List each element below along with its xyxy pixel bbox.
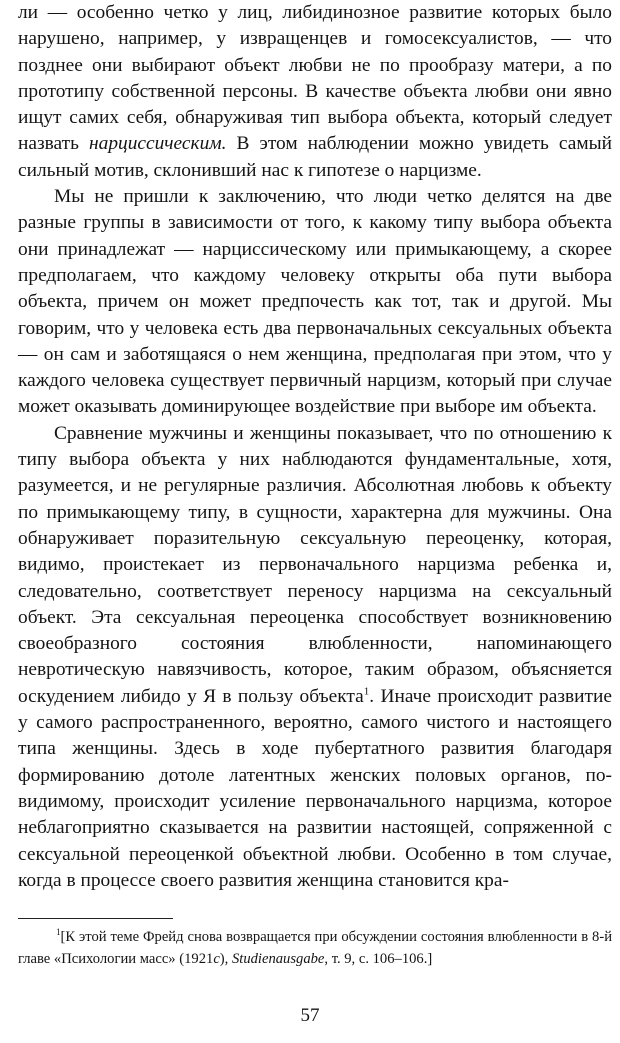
footnote-marker[interactable]: 1	[363, 685, 370, 698]
page-number: 57	[300, 1005, 320, 1026]
footnote-year-suffix: c	[213, 951, 220, 967]
paragraph	[18, 421, 612, 894]
footnote-text: [К этой теме Фрейд снова возвращается при обсуждении состояния влюбленности в 8-й главе «Психологии масс» (1921	[18, 929, 612, 967]
footnote-number: 1	[56, 927, 61, 938]
paragraph-continued	[18, 0, 612, 184]
emphasis-term: нарциссическим.	[89, 133, 227, 155]
paragraph: Мы не пришли к заключению, что люди четко делятся на две разные группы в зависимости от того, к какому типу выбора объекта они принадлежат — нарциссическому или примыкающему, а скорее предполагаем, что каждому человеку открыты оба пути выбора объекта, причем он может предпочесть как тот, так и другой. Мы говорим, что у человека есть два первоначальных сексуальных объекта — он сам и заботящаяся о нем женщина, предполагая при этом, что у каждого человека существует первичный нарцизм, который при случае может оказывать доминирующее воздействие при выборе им объекта.	[18, 186, 612, 418]
paragraph-text: В этом наблюдении можно увидеть самый сильный мотив, склонивший нас к гипотезе о нарцизме.	[18, 133, 612, 181]
footnote	[18, 926, 612, 970]
paragraph-text: Сравнение мужчины и женщины показывает, что по отношению к типу выбора объекта у них наблюдаются фундаментальные, хотя, разумеется, и не регулярные различия. Абсолютная любовь к объекту по примыкающему типу, в сущности, характерна для мужчины. Она обнаруживает поразительную сексуальную переоценку, которая, видимо, проистекает из первоначального нарцизма ребенка и, следовательно, соответствует переносу нарцизма на сексуальный объект. Эта сексуальная переоценка способствует возникновению своеобразного состояния влюбленности, напоминающего невротическую навязчивость, которое, таким образом, объясняется оскудением либидо у Я в пользу объекта	[18, 422, 612, 707]
footnote-text: ),	[219, 951, 232, 967]
paragraph-text: ли — особенно четко у лиц, либидинозное развитие которых было нарушено, например, у извращенцев и гомосексуалистов, — что позднее они выбирают объект любви не по прообразу матери, а по прототипу собственной персоны. В качестве объекта любви они явно ищут самих себя, обнаруживая тип выбора объекта, который следует назвать	[18, 2, 612, 155]
paragraph-text: . Иначе происходит развитие у самого распространенного, вероятно, самого чистого и настоящего типа женщины. Здесь в ходе пубертатного развития благодаря формированию дотоле латентных женских половых органов, по-видимому, происходит усиление первоначального нарцизма, которое неблагоприятно сказывается на развитии настоящей, сопряженной с сексуальной переоценкой объектной любви. Особенно в том случае, когда в процессе своего развития женщина становится кра-	[18, 685, 613, 891]
footnote-text: , т. 9, с. 106–106.]	[324, 951, 433, 967]
footnote-divider	[18, 918, 173, 919]
main-text	[18, 0, 612, 894]
footnote-book-title: Studienausgabe	[231, 951, 325, 967]
